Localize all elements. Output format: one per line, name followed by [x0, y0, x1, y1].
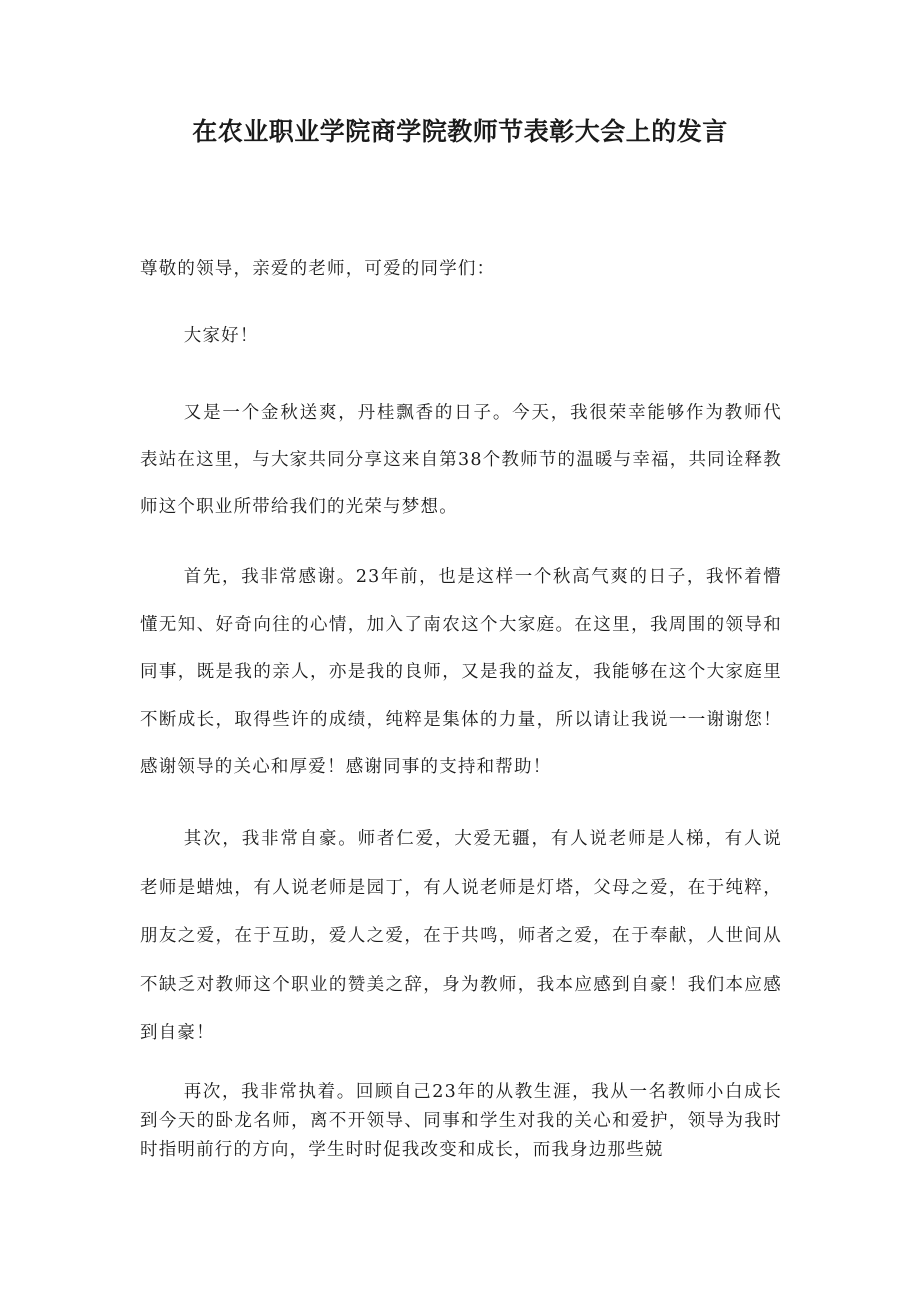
- paragraph-greeting: 大家好！: [183, 326, 259, 346]
- paragraph-intro: 又是一个金秋送爽，丹桂飘香的日子。今天，我很荣幸能够作为教师代表站在这里，与大家共同分享这来自第38个教师节的温暖与幸福，共同诠释教师这个职业所带给我们的光荣与梦想。: [140, 403, 782, 517]
- paragraph-pride: 其次，我非常自豪。师者仁爱，大爱无疆，有人说老师是人梯，有人说老师是蜡烛，有人说老师是园丁，有人说老师是灯塔，父母之爱，在于纯粹，朋友之爱，在于互助，爱人之爱，在于共鸣，师者之爱，在于奉献，人世间从不缺乏对教师这个职业的赞美之辞，身为教师，我本应感到自豪！我们本应感到自豪！: [140, 829, 782, 1043]
- salutation: 尊敬的领导，亲爱的老师，可爱的同学们：: [140, 259, 496, 279]
- paragraph-persistence: 再次，我非常执着。回顾自己23年的从教生涯，我从一名教师小白成长到今天的卧龙名师，离不开领导、同事和学生对我的关心和爱护，领导为我时时指明前行的方向，学生时时促我改变和成长，而我身边那些兢: [140, 1082, 782, 1160]
- document-title: 在农业职业学院商学院教师节表彰大会上的发言: [192, 117, 728, 146]
- paragraph-gratitude: 首先，我非常感谢。23年前，也是这样一个秋高气爽的日子，我怀着懵懂无知、好奇向往的心情，加入了南农这个大家庭。在这里，我周围的领导和同事，既是我的亲人，亦是我的良师，又是我的益友，我能够在这个大家庭里不断成长，取得些许的成绩，纯粹是集体的力量，所以请让我说一一谢谢您！感谢领导的关心和厚爱！感谢同事的支持和帮助！: [140, 567, 782, 777]
